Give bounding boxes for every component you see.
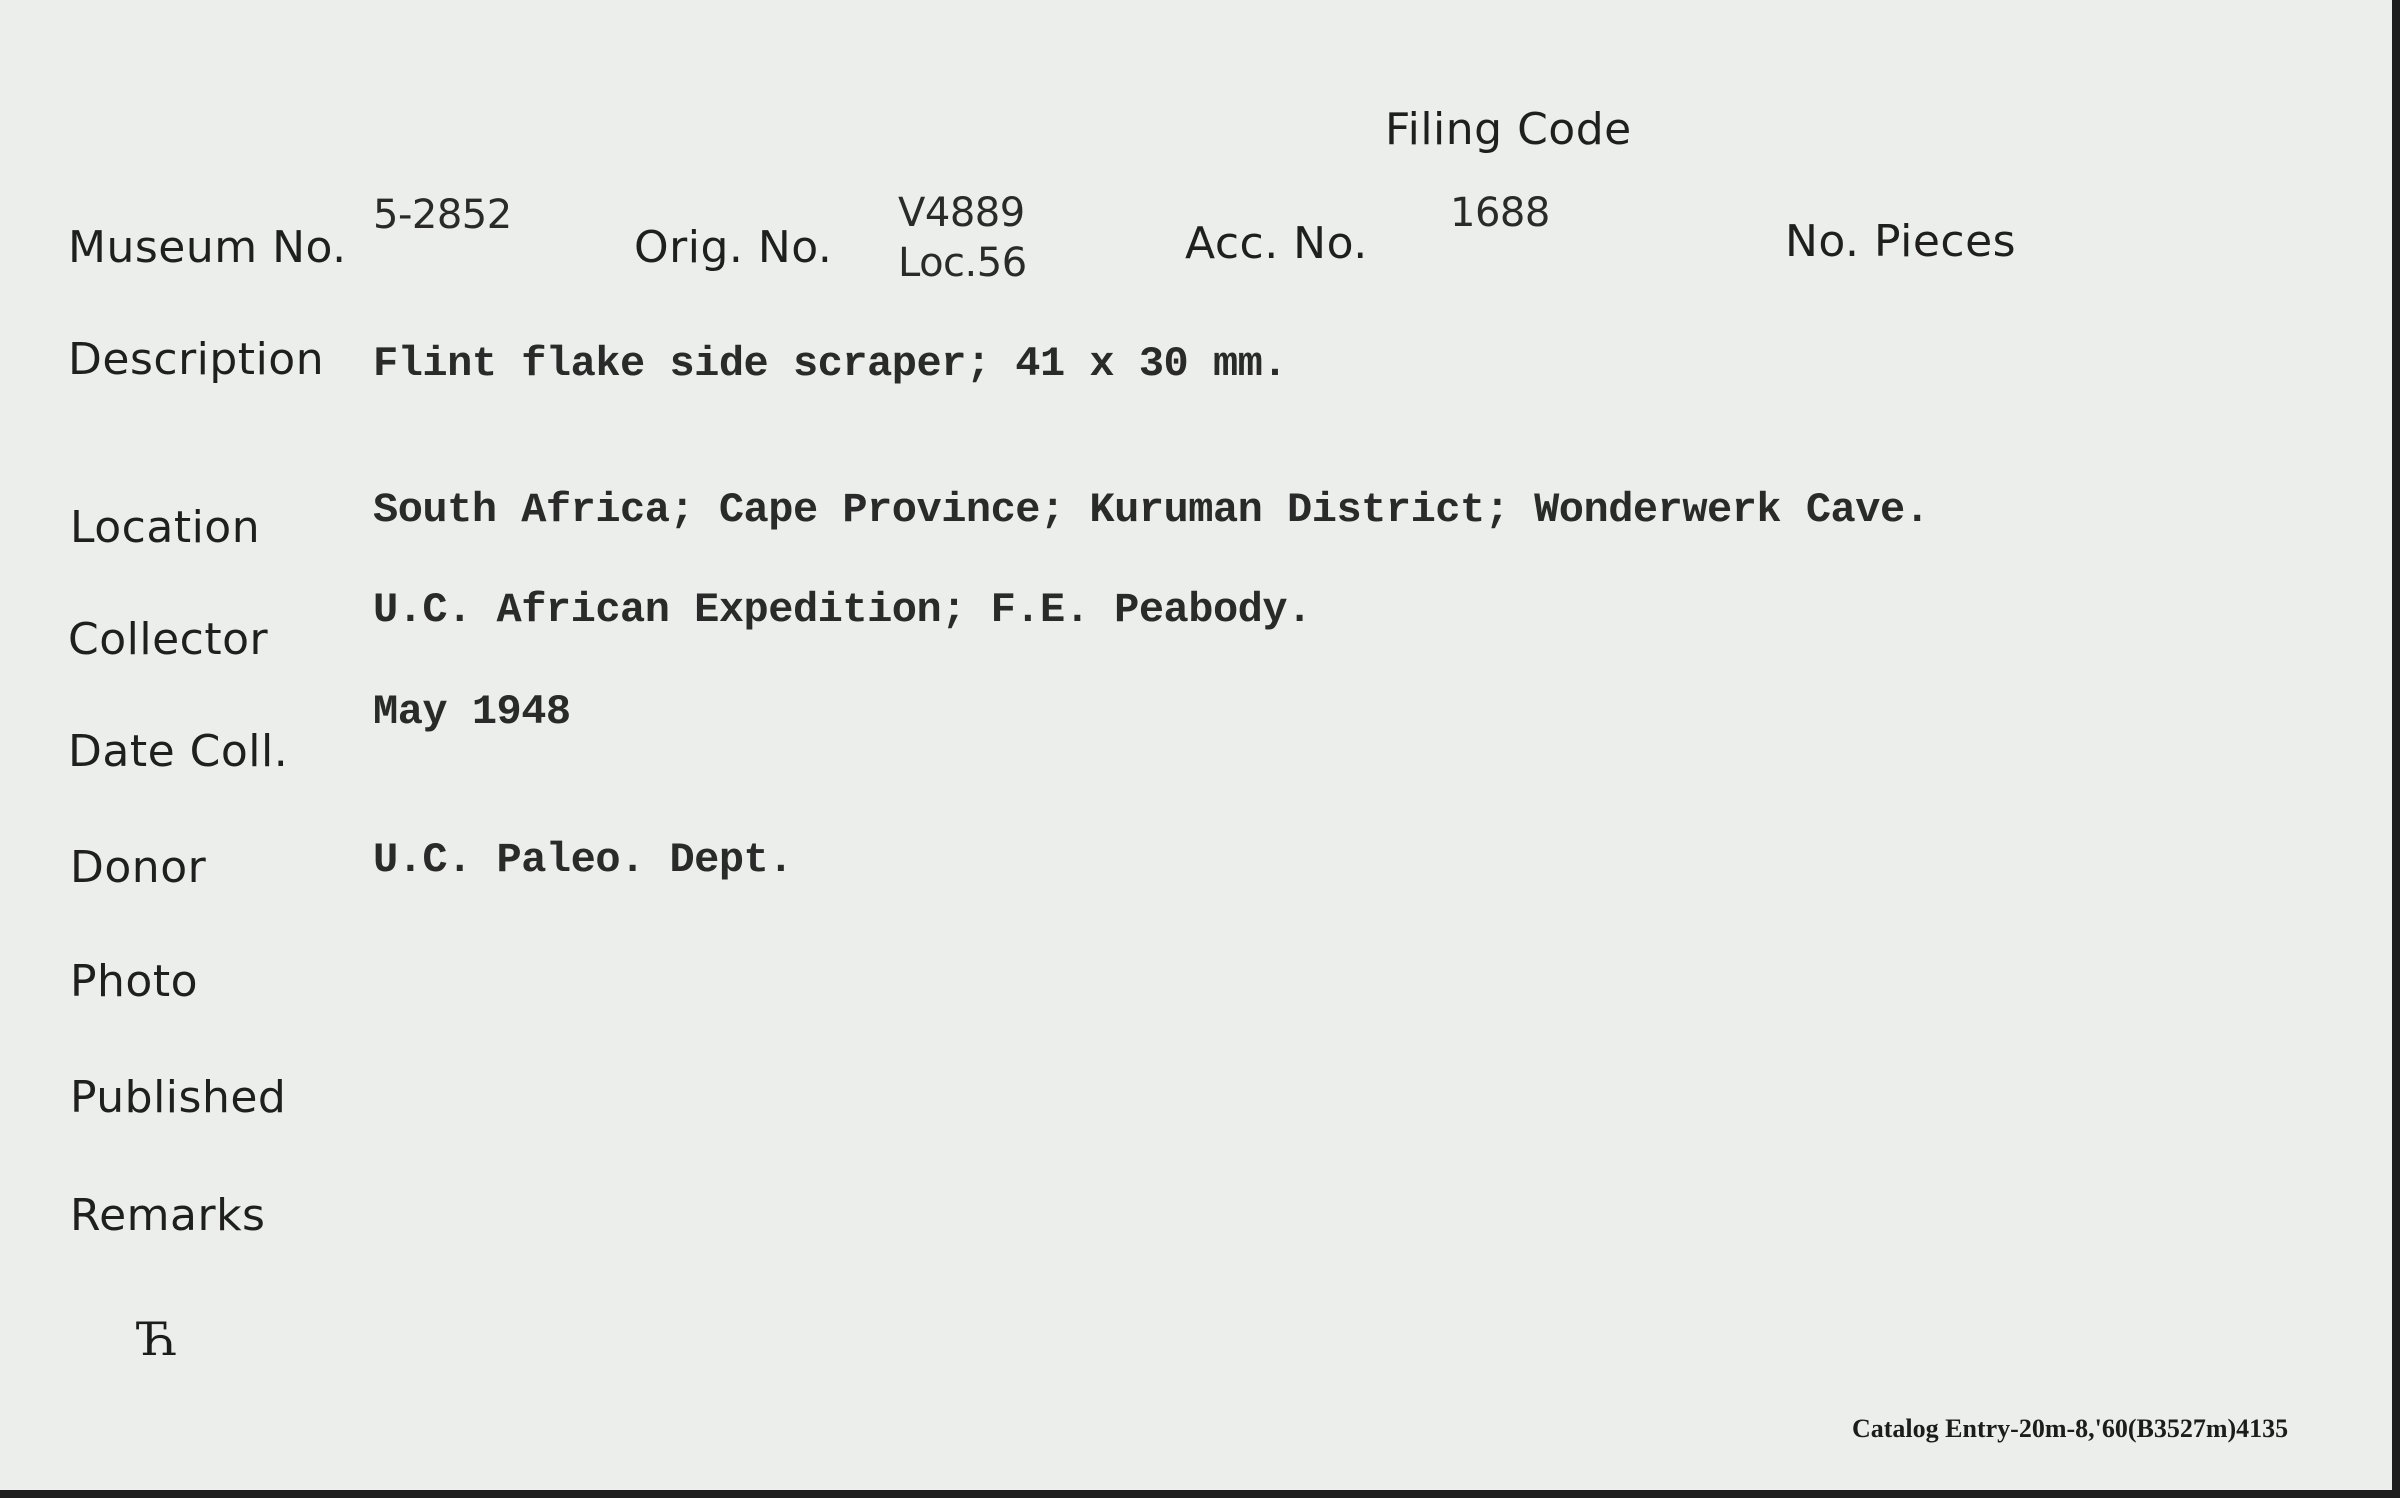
no-pieces-label: No. Pieces — [1785, 216, 2017, 267]
date-coll-label: Date Coll. — [68, 726, 289, 777]
museum-no-label: Museum No. — [68, 222, 347, 273]
filing-code-label: Filing Code — [1385, 104, 1632, 155]
collector-label: Collector — [68, 614, 269, 665]
museum-no-value: 5-2852 — [373, 192, 512, 238]
orig-no-value-line2: Loc.56 — [898, 240, 1027, 286]
collector-value: U.C. African Expedition; F.E. Peabody. — [373, 586, 1312, 634]
location-label: Location — [70, 502, 261, 553]
orig-no-value-line1: V4889 — [898, 190, 1025, 236]
photo-label: Photo — [70, 956, 199, 1007]
description-value: Flint flake side scraper; 41 x 30 mm. — [373, 340, 1288, 388]
published-label: Published — [70, 1072, 287, 1123]
orig-no-label: Orig. No. — [634, 222, 833, 273]
initial-mark: Ћ — [138, 1312, 179, 1366]
location-value: South Africa; Cape Province; Kuruman District; Wonderwerk Cave. — [373, 486, 1930, 534]
acc-no-label: Acc. No. — [1185, 218, 1368, 269]
catalog-entry-footer: Catalog Entry-20m-8,'60(B3527m)4135 — [1852, 1414, 2289, 1443]
date-coll-value: May 1948 — [373, 688, 571, 736]
remarks-label: Remarks — [70, 1190, 266, 1241]
donor-label: Donor — [70, 842, 207, 893]
description-label: Description — [68, 334, 325, 385]
acc-no-value: 1688 — [1450, 190, 1550, 236]
donor-value: U.C. Paleo. Dept. — [373, 836, 793, 884]
